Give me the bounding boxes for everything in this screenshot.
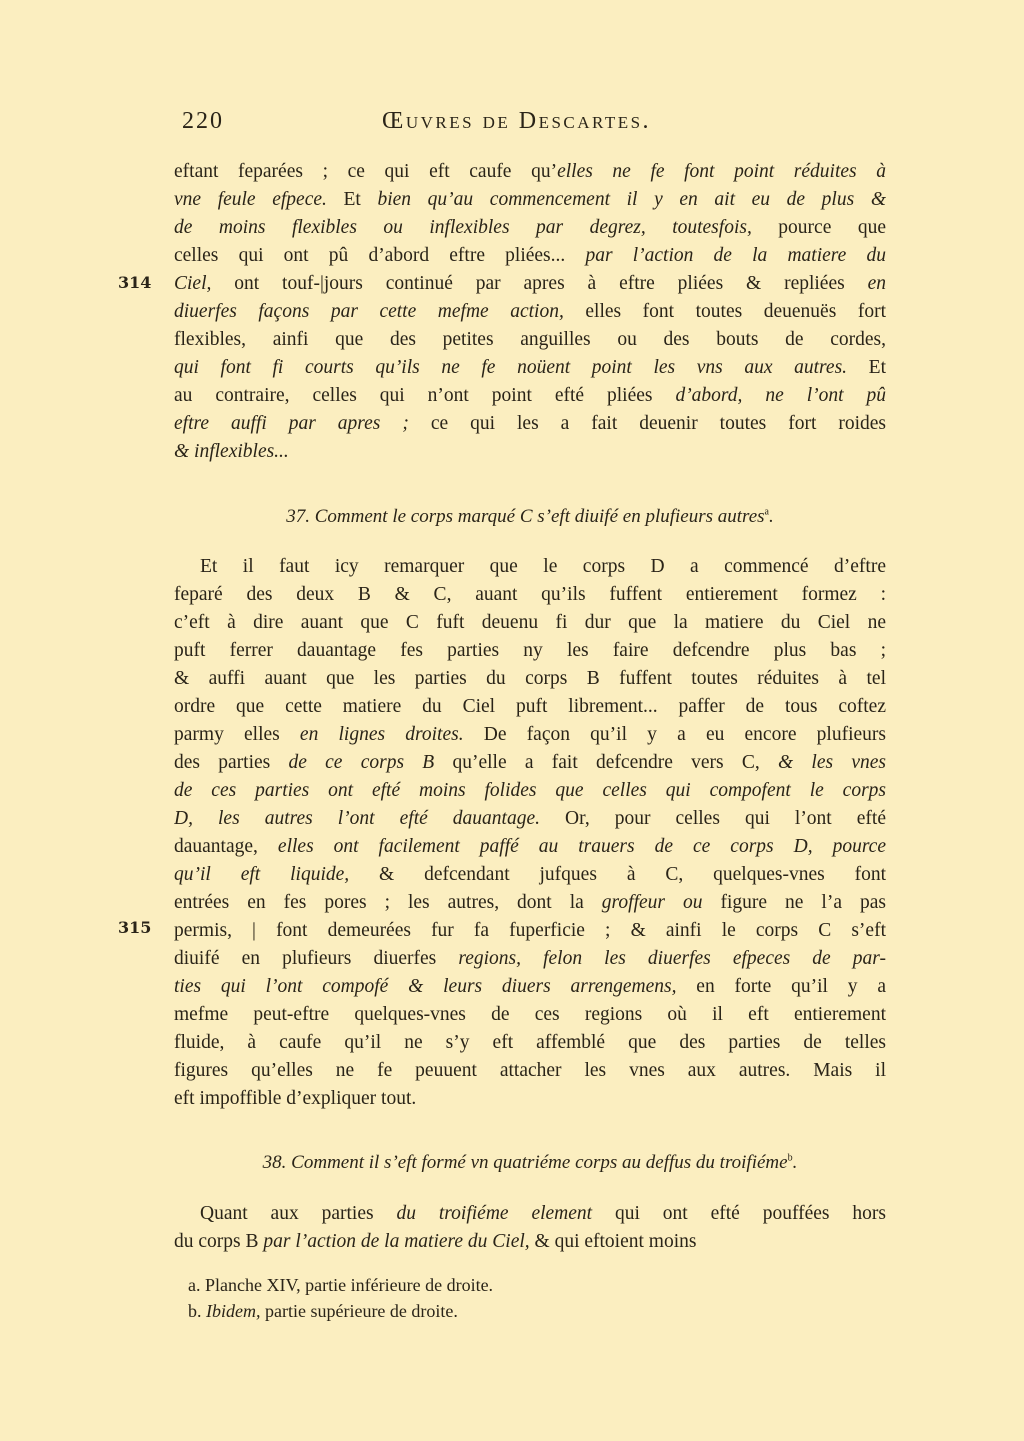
- roman-text: De façon qu’il y a eu encore plufieurs: [463, 724, 886, 745]
- roman-text: Et il faut icy remarquer que le corps D a commencé d’eftre: [200, 556, 886, 577]
- italic-text: bien qu’au commencement il y en ait eu de plus &: [377, 189, 886, 210]
- roman-text: c’eft à dire auant que C fuft deuenu fi dur que la matiere du Ciel ne: [174, 612, 886, 633]
- roman-text: flexibles, ainfi que des petites anguilles ou des bouts de cordes,: [174, 329, 886, 350]
- italic-text: eftre auffi par apres ;: [174, 413, 409, 434]
- italic-text: d’abord, ne l’ont pû: [675, 385, 886, 406]
- roman-text: du corps B: [174, 1231, 264, 1252]
- roman-text: & qui eftoient moins: [529, 1231, 697, 1252]
- text-line: [174, 438, 886, 466]
- roman-text: Quant aux parties: [200, 1203, 397, 1224]
- italic-text: qui font fi courts qu’ils ne fe noüent point les vns aux autres.: [174, 357, 848, 378]
- italic-text: du troifiéme element: [396, 1203, 593, 1224]
- roman-text: mefme peut-eftre quelques-vnes de ces regions où il eft entierement: [174, 1004, 886, 1025]
- roman-text: puft ferrer dauantage fes parties ny les faire defcendre plus bas ;: [174, 640, 886, 661]
- footnotes: [188, 1272, 493, 1324]
- text-line: [174, 410, 886, 438]
- text-line: [174, 637, 886, 665]
- italic-text: de ce corps B: [288, 752, 435, 773]
- text-line: [174, 242, 886, 270]
- footnote-b-label: Ibidem,: [206, 1301, 261, 1321]
- roman-text: figure ne l’a pas: [702, 892, 886, 913]
- text-line: [174, 326, 886, 354]
- text-line: [174, 1085, 886, 1113]
- italic-text: & inflexibles...: [174, 441, 289, 462]
- roman-text: pource que: [751, 217, 886, 238]
- text-line: [174, 721, 886, 749]
- roman-text: au contraire, celles qui n’ont point efté pliées: [174, 385, 676, 406]
- roman-text: & defcendant jufques à C, quelques-vnes font: [349, 864, 886, 885]
- roman-text: fluide, à caufe qu’il ne s’y eft affemblé que des parties de telles: [174, 1032, 886, 1053]
- footnote-a-label: Planche XIV,: [205, 1275, 301, 1295]
- italic-text: elles ont facilement paffé au trauers de ce corps D, pource: [277, 836, 886, 857]
- footnote-a-mark: a.: [188, 1275, 201, 1295]
- text-line: [174, 889, 886, 917]
- italic-text: ties qui l’ont compofé & leurs diuers arrengemens,: [174, 976, 677, 997]
- paragraph-2: [174, 553, 886, 1113]
- heading-38-text: 38. Comment il s’eft formé vn quatriéme corps au deffus du troifiéme: [262, 1152, 788, 1173]
- italic-text: en lignes droites.: [299, 724, 464, 745]
- italic-text: groffeur ou: [601, 892, 703, 913]
- running-header: [180, 108, 886, 148]
- footnote-a: [188, 1272, 493, 1298]
- page-number: 220: [182, 108, 224, 134]
- roman-text: ce qui les a fait deuenir toutes fort roides: [408, 413, 886, 434]
- heading-37-text: 37. Comment le corps marqué C s’eft diuifé en plufieurs autres: [286, 506, 765, 527]
- roman-text: parmy elles: [174, 724, 300, 745]
- roman-text: Or, pour celles qui l’ont efté: [540, 808, 886, 829]
- text-line: [174, 917, 886, 945]
- text-line: [174, 1228, 886, 1256]
- roman-text: & auffi auant que les parties du corps B fuffent toutes réduites à tel: [174, 668, 886, 689]
- italic-text: en: [867, 273, 886, 294]
- section-heading-38: 38. Comment il s’eft formé vn quatriéme corps au deffus du troifiéme$^b$.: [262, 1152, 798, 1173]
- text-line: [174, 1029, 886, 1057]
- italic-text: elles ne fe font point réduites à: [557, 161, 886, 182]
- roman-text: dauantage,: [174, 836, 278, 857]
- roman-text: figures qu’elles ne fe peuuent attacher les vnes aux autres. Mais il: [174, 1060, 886, 1081]
- text-line: [174, 945, 886, 973]
- footnote-a-text: partie inférieure de droite.: [300, 1275, 494, 1295]
- text-line: [174, 158, 886, 186]
- roman-text: qui ont efté pouffées hors: [592, 1203, 886, 1224]
- text-line: [174, 665, 886, 693]
- roman-text: eftant feparées ; ce qui eft caufe qu’: [174, 161, 558, 182]
- margin-page-ref-314: 314: [118, 273, 152, 292]
- italic-text: qu’il eft liquide,: [174, 864, 350, 885]
- text-line: [174, 1200, 886, 1228]
- italic-text: Ciel,: [174, 273, 212, 294]
- italic-text: diuerfes façons par cette mefme action,: [174, 301, 564, 322]
- italic-text: & les vnes: [778, 752, 886, 773]
- text-line: [174, 1001, 886, 1029]
- italic-text: de ces parties ont efté moins folides que celles qui compofent le corps: [174, 780, 886, 801]
- text-line: [174, 354, 886, 382]
- italic-text: regions, felon les diuerfes efpeces de par-: [458, 948, 886, 969]
- text-line: [174, 214, 886, 242]
- text-line: [174, 833, 886, 861]
- roman-text: ordre que cette matiere du Ciel puft librement... paffer de tous coftez: [174, 696, 886, 717]
- text-line: [174, 805, 886, 833]
- section-heading-37: 37. Comment le corps marqué C s’eft diuifé en plufieurs autres$^a$.: [286, 506, 774, 527]
- italic-text: de moins flexibles ou inflexibles par degrez, toutesfois,: [174, 217, 752, 238]
- roman-text: entrées en fes pores ; les autres, dont la: [174, 892, 602, 913]
- roman-text: Et: [326, 189, 378, 210]
- roman-text: permis, | font demeurées fur fa fuperficie ; & ainfi le corps C s’eft: [174, 920, 886, 941]
- roman-text: eft impoffible d’expliquer tout.: [174, 1088, 417, 1109]
- roman-text: qu’elle a fait defcendre vers C,: [434, 752, 778, 773]
- text-line: [174, 186, 886, 214]
- heading-37-note-ref: a: [764, 506, 769, 518]
- text-line: [174, 693, 886, 721]
- footnote-b-text: partie supérieure de droite.: [260, 1301, 458, 1321]
- roman-text: ont touf-|jours continué par apres à eftre pliées & repliées: [211, 273, 868, 294]
- text-line: [174, 609, 886, 637]
- text-line: [174, 298, 886, 326]
- heading-38-note-ref: b: [787, 1152, 793, 1164]
- text-line: [174, 1057, 886, 1085]
- text-line: [174, 270, 886, 298]
- running-title: Œuvres de Descartes.: [382, 108, 652, 134]
- roman-text: celles qui ont pû d’abord eftre pliées...: [174, 245, 586, 266]
- footnote-b-mark: b.: [188, 1301, 202, 1321]
- italic-text: vne feule efpece.: [174, 189, 327, 210]
- text-line: [174, 553, 886, 581]
- roman-text: en forte qu’il y a: [676, 976, 886, 997]
- margin-page-ref-315: 315: [118, 918, 152, 937]
- footnote-b: [188, 1298, 493, 1324]
- text-line: [174, 861, 886, 889]
- text-line: [174, 749, 886, 777]
- text-line: [174, 581, 886, 609]
- paragraph-3: [174, 1200, 886, 1256]
- paragraph-1: [174, 158, 886, 466]
- roman-text: Et: [847, 357, 886, 378]
- roman-text: feparé des deux B & C, auant qu’ils fuffent entierement formez :: [174, 584, 886, 605]
- text-line: [174, 382, 886, 410]
- text-line: [174, 973, 886, 1001]
- text-line: [174, 777, 886, 805]
- roman-text: elles font toutes deuenuës fort: [563, 301, 886, 322]
- roman-text: diuifé en plufieurs diuerfes: [174, 948, 459, 969]
- italic-text: par l’action de la matiere du Ciel,: [263, 1231, 530, 1252]
- italic-text: par l’action de la matiere du: [585, 245, 886, 266]
- italic-text: D, les autres l’ont efté dauantage.: [174, 808, 540, 829]
- roman-text: des parties: [174, 752, 289, 773]
